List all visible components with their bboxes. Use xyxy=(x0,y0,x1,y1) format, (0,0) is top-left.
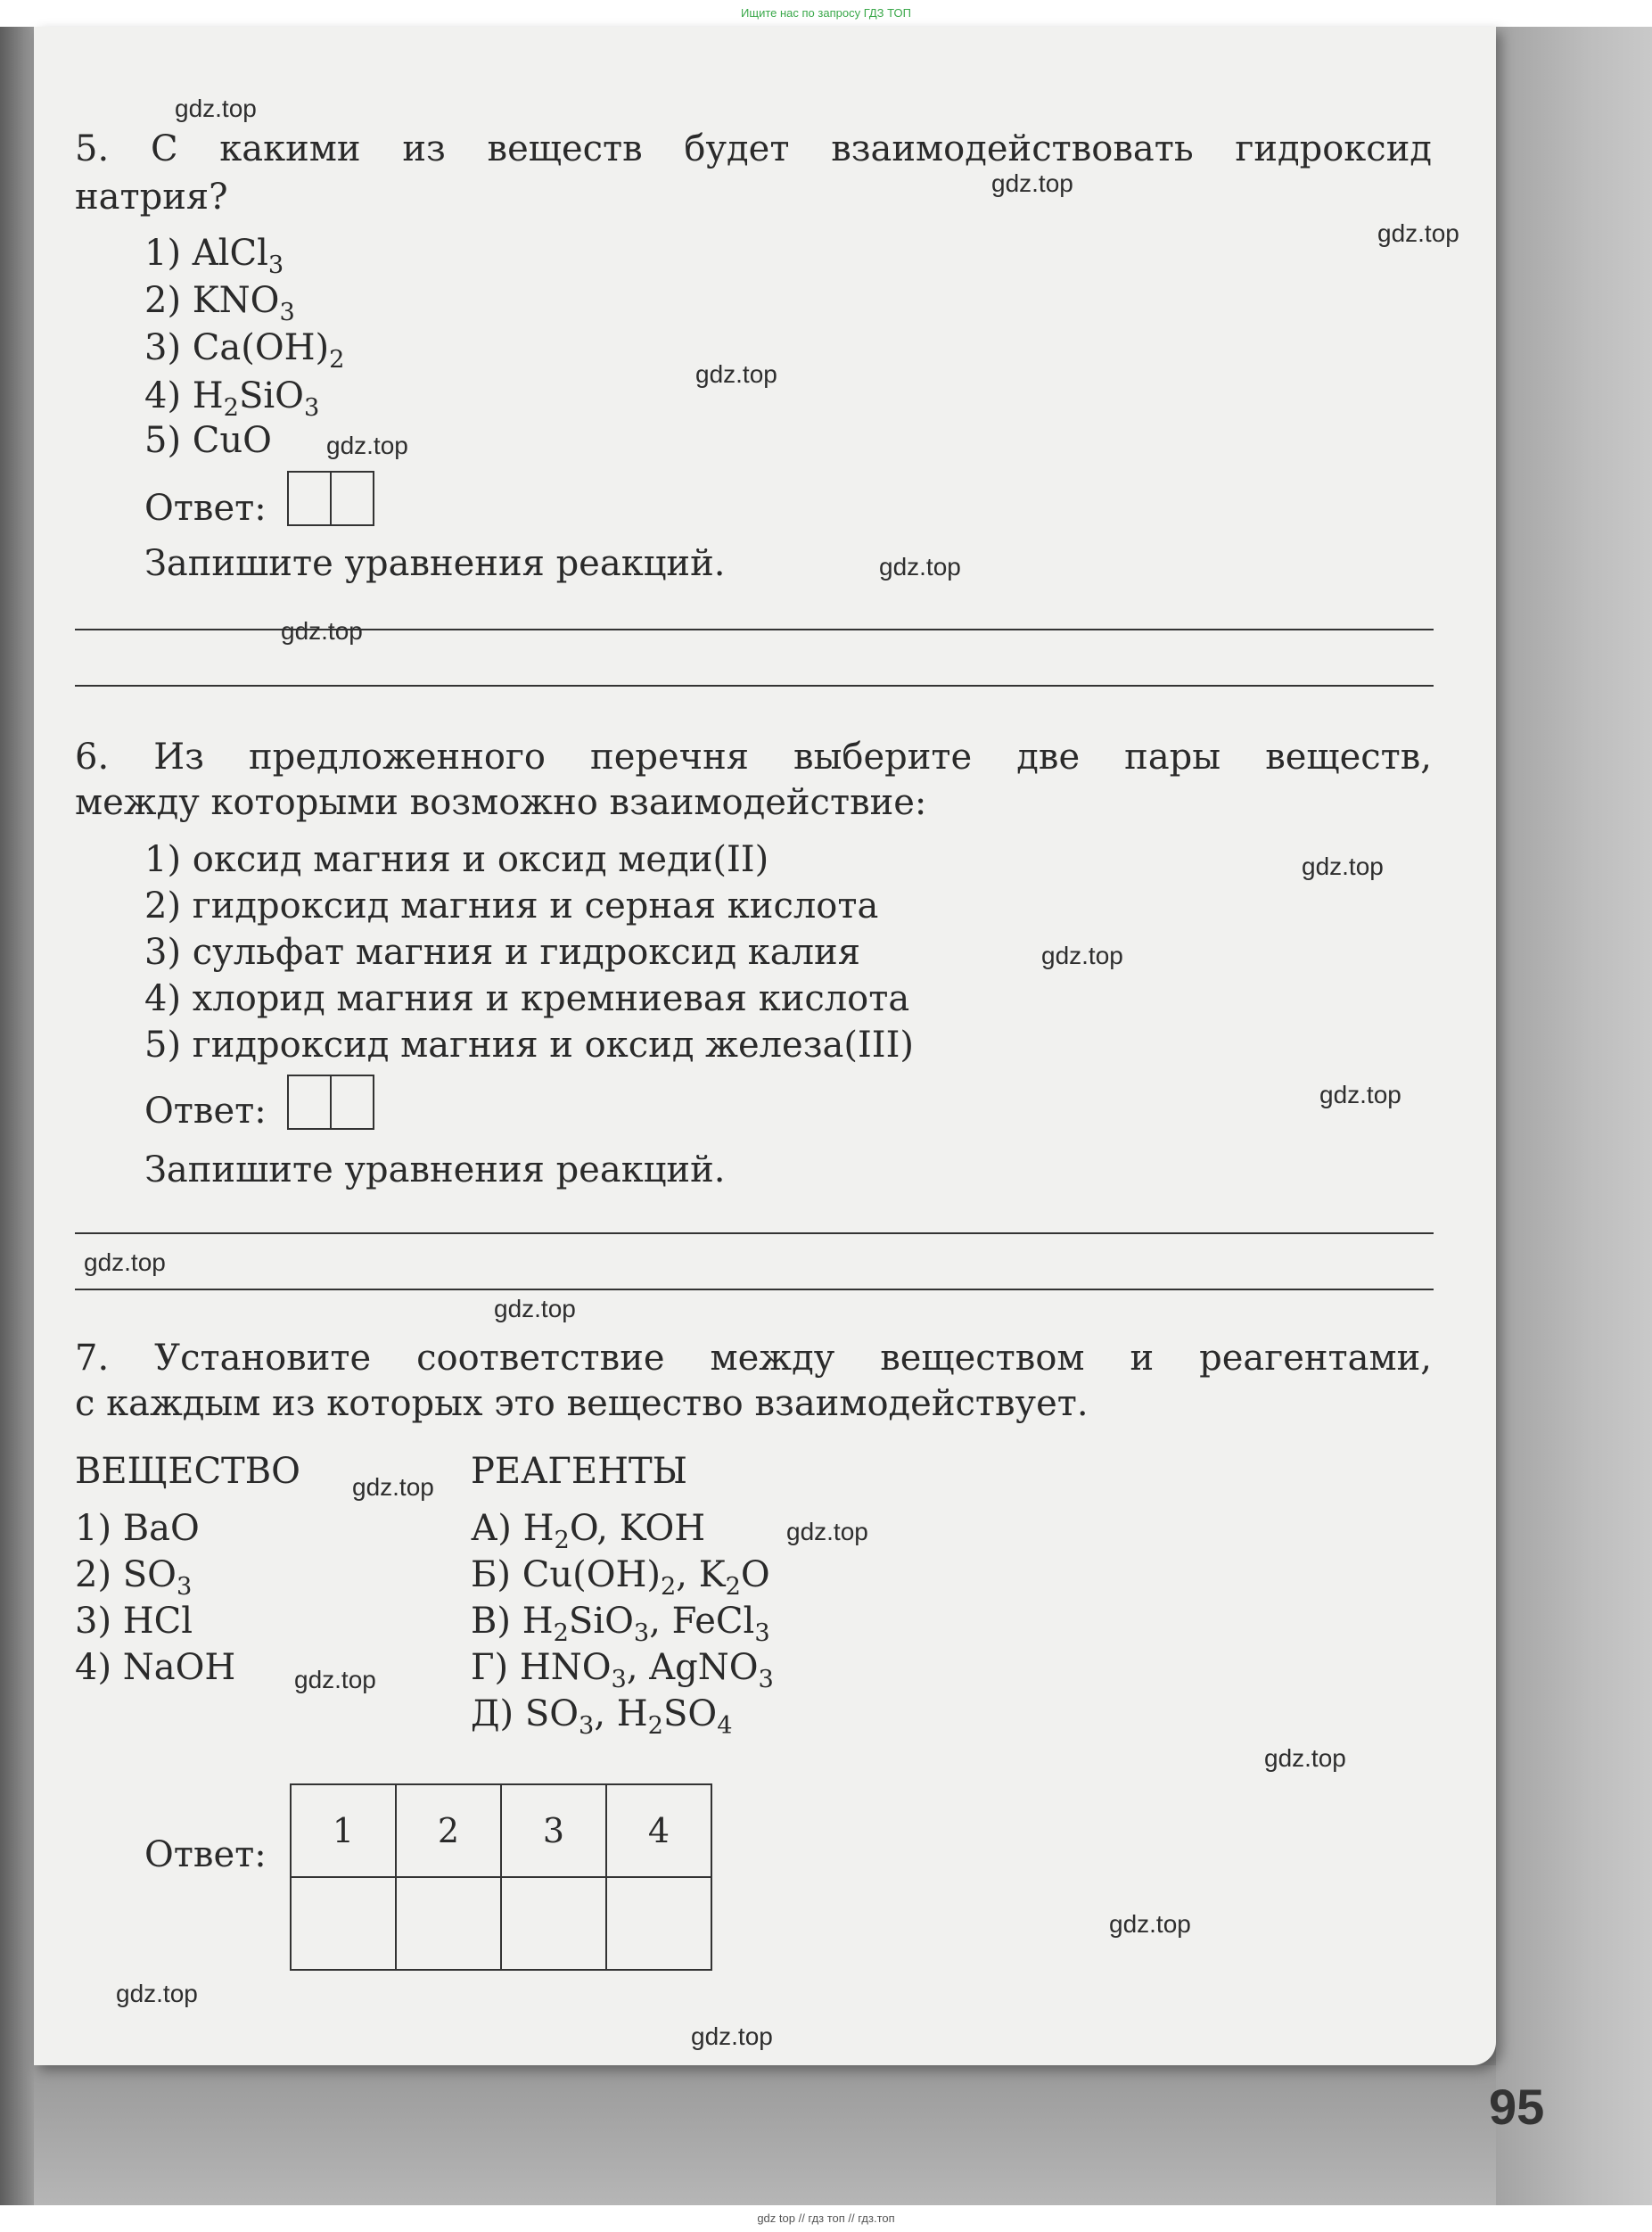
q7-answer-header-4: 4 xyxy=(606,1784,711,1877)
q5-option-2: 2) $KNO_3$ xyxy=(144,280,295,326)
q7-substance-1: 1) BaO xyxy=(75,1508,200,1549)
q7-reagent-g: Г) $HNO_3$, AgNO$_3$ xyxy=(471,1647,774,1693)
watermark: gdz.top xyxy=(1041,942,1123,969)
watermark: gdz.top xyxy=(84,1248,166,1276)
q7-answer-header-3: 3 xyxy=(501,1784,606,1877)
q6-answer-label: Ответ: xyxy=(144,1091,267,1132)
watermark: gdz.top xyxy=(1377,219,1459,247)
q7-reagent-b: Б) $Cu(OH)_2$, $K_2O$ xyxy=(471,1554,770,1601)
watermark: gdz.top xyxy=(991,169,1073,197)
q6-write-line-2[interactable] xyxy=(75,1289,1434,1290)
q5-prompt-line2: натрия? xyxy=(75,177,228,218)
q7-substance-2: 2) $SO_3$ xyxy=(75,1554,193,1601)
watermark: gdz.top xyxy=(352,1473,434,1501)
q5-write-line-1[interactable] xyxy=(75,629,1434,630)
watermark: gdz.top xyxy=(1302,852,1384,880)
page-number: 95 xyxy=(1489,2079,1545,2135)
watermark: gdz.top xyxy=(695,360,777,388)
q7-answer-label: Ответ: xyxy=(144,1834,267,1875)
watermark: gdz.top xyxy=(1109,1910,1191,1938)
watermark: gdz.top xyxy=(116,1980,198,2007)
q7-answer-cell-1[interactable] xyxy=(291,1877,396,1970)
q7-answer-header-2: 2 xyxy=(396,1784,501,1877)
q7-answer-cell-4[interactable] xyxy=(606,1877,711,1970)
watermark: gdz.top xyxy=(175,95,257,122)
page-right-shadow xyxy=(1496,27,1652,2205)
q5-number: 5. xyxy=(75,128,110,169)
watermark: gdz.top xyxy=(294,1666,376,1693)
q7-substance-3: 3) HCl xyxy=(75,1601,193,1642)
q7-answer-table-header-row xyxy=(291,1784,711,1877)
q6-number: 6. xyxy=(75,737,110,778)
q7-reagent-v: В) $H_2SiO_3$, FeCl$_3$ xyxy=(471,1601,770,1647)
q6-option-4: 4) хлорид магния и кремниевая кислота xyxy=(144,978,910,1019)
q7-number: 7. xyxy=(75,1338,110,1379)
q5-equations-label: Запишите уравнения реакций. xyxy=(144,543,726,584)
q7-substance-4: 4) NaOH xyxy=(75,1647,236,1688)
q5-option-1: 1) AlCl$_3$ xyxy=(144,233,284,279)
q5-answer-label: Ответ: xyxy=(144,488,267,529)
watermark: gdz.top xyxy=(1319,1081,1401,1108)
q5-option-3: 3) $Ca(OH)_2$ xyxy=(144,327,345,374)
q7-reagent-d: Д) $SO_3$, $H_2SO_4$ xyxy=(471,1693,733,1740)
q6-prompt-text: Из предложенного перечня выберите две пары веществ, xyxy=(153,737,1433,778)
q6-option-3: 3) сульфат магния и гидроксид калия xyxy=(144,932,860,973)
page-bottom-shadow xyxy=(34,2065,1496,2205)
q7-answer-cell-2[interactable] xyxy=(396,1877,501,1970)
q5-prompt-text: С какими из веществ будет взаимодействовать гидроксид xyxy=(150,128,1432,169)
watermark: gdz.top xyxy=(786,1518,868,1545)
q5-option-4: 4) $H_2SiO_3$ xyxy=(144,375,320,422)
q6-answer-box-1[interactable] xyxy=(287,1075,332,1130)
q7-column-substance-heading: ВЕЩЕСТВО xyxy=(75,1451,300,1492)
watermark: gdz.top xyxy=(1264,1744,1346,1772)
q6-answer-box-2[interactable] xyxy=(330,1075,374,1130)
q7-column-reagents-heading: РЕАГЕНТЫ xyxy=(471,1451,688,1492)
q6-prompt-line2: между которыми возможно взаимодействие: xyxy=(75,782,927,823)
q6-write-line-1[interactable] xyxy=(75,1232,1434,1234)
q6-equations-label: Запишите уравнения реакций. xyxy=(144,1149,726,1190)
watermark: gdz.top xyxy=(879,553,961,581)
bottom-banner: gdz top // гдз топ // гдз.топ xyxy=(0,2205,1652,2232)
q5-answer-box-1[interactable] xyxy=(287,471,332,526)
watermark: gdz.top xyxy=(494,1295,576,1322)
q5-answer-box-2[interactable] xyxy=(330,471,374,526)
q6-prompt-line1 xyxy=(75,733,1432,781)
q6-option-5: 5) гидроксид магния и оксид железа(III) xyxy=(144,1025,914,1066)
q7-answer-table-input-row xyxy=(291,1877,711,1970)
q5-write-line-2[interactable] xyxy=(75,685,1434,687)
page-left-shadow xyxy=(0,27,34,2205)
q7-reagent-a: А) $H_2O$, KOH xyxy=(471,1508,706,1554)
q5-prompt-line1 xyxy=(75,125,1432,173)
q6-option-2: 2) гидроксид магния и серная кислота xyxy=(144,885,879,927)
q7-prompt-text: Установите соответствие между веществом и реагентами, xyxy=(154,1338,1433,1379)
q7-answer-table xyxy=(290,1783,712,1971)
q7-answer-header-1: 1 xyxy=(291,1784,396,1877)
q7-prompt-line2: с каждым из которых это вещество взаимодействует. xyxy=(75,1383,1089,1424)
q6-option-1: 1) оксид магния и оксид меди(II) xyxy=(144,839,769,880)
watermark: gdz.top xyxy=(326,432,408,459)
top-banner: Ищите нас по запросу ГДЗ ТОП xyxy=(0,0,1652,27)
q5-option-5: 5) CuO xyxy=(144,420,272,461)
q7-answer-cell-3[interactable] xyxy=(501,1877,606,1970)
q7-prompt-line1 xyxy=(75,1334,1432,1382)
watermark: gdz.top xyxy=(281,617,363,645)
watermark: gdz.top xyxy=(691,2022,773,2050)
